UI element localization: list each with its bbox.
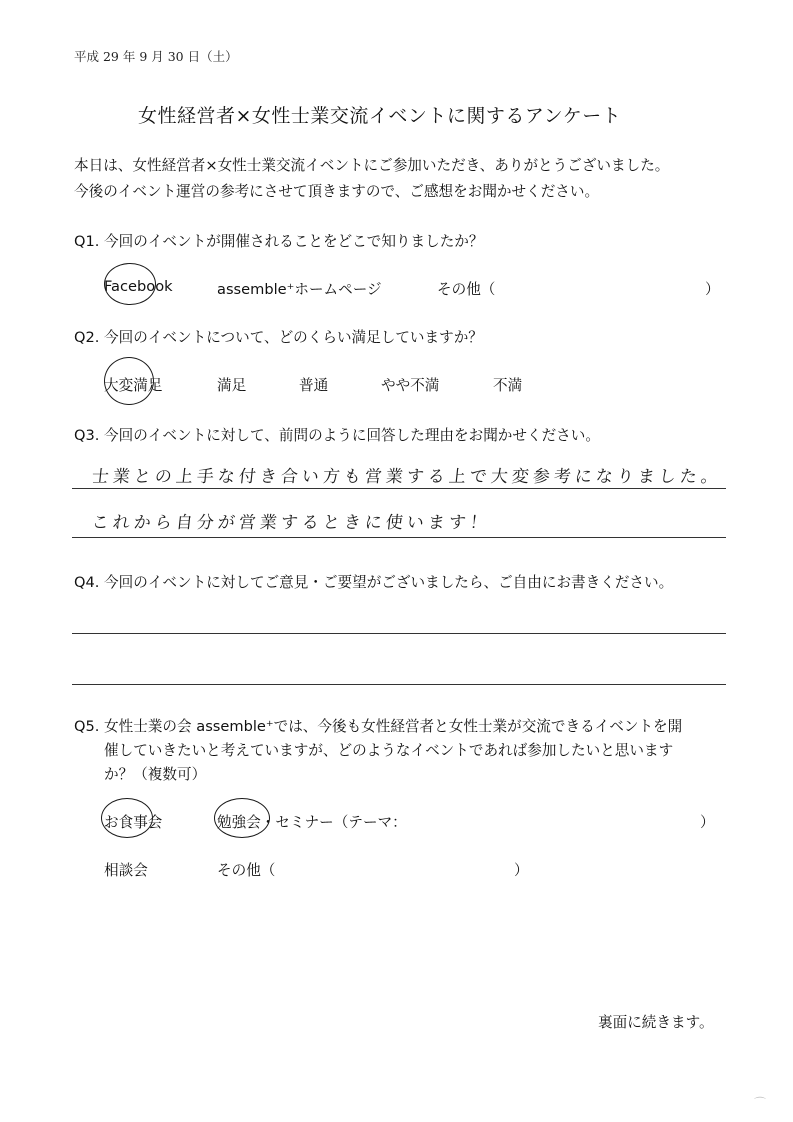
q1-option-other[interactable]: その他（ xyxy=(437,281,496,298)
survey-date: 平成 29 年 9 月 30 日（土） xyxy=(74,49,238,64)
intro-line-1: 本日は、女性経営者×女性士業交流イベントにご参加いただき、ありがとうございました。 xyxy=(74,157,670,174)
q3-question: Q3. 今回のイベントに対して、前問のように回答した理由をお聞かせください。 xyxy=(74,427,600,444)
q3-answer-rule-1 xyxy=(72,488,726,489)
q5-question-line-2: 催していきたいと考えていますが、どのようなイベントであれば参加したいと思います xyxy=(104,742,674,759)
q4-question: Q4. 今回のイベントに対してご意見・ご要望がございましたら、ご自由にお書きください。 xyxy=(74,574,674,591)
q2-option-neutral[interactable]: 普通 xyxy=(299,377,329,394)
q5-question-line-1: Q5. 女性士業の会 assemble⁺では、今後も女性経営者と女性士業が交流できるイベントを開 xyxy=(74,718,683,735)
q5-option-consultation[interactable]: 相談会 xyxy=(104,862,148,879)
continued-on-back-note: 裏面に続きます。 xyxy=(598,1014,714,1031)
q5-option-other-close: ） xyxy=(514,862,529,879)
scan-mark: ⌒ xyxy=(754,1096,767,1110)
q2-question: Q2. 今回のイベントについて、どのくらい満足していますか？ xyxy=(74,329,483,346)
intro-line-2: 今後のイベント運営の参考にさせて頂きますので、ご感想をお聞かせください。 xyxy=(74,183,600,200)
q4-answer-rule-1[interactable] xyxy=(72,633,726,634)
q1-question: Q1. 今回のイベントが開催されることをどこで知りましたか？ xyxy=(74,233,484,250)
q5-option-other[interactable]: その他（ xyxy=(217,862,276,879)
q1-option-homepage[interactable]: assemble⁺ホームページ xyxy=(217,281,382,298)
q5-option-seminar[interactable]: 勉強会・セミナー（テーマ： xyxy=(217,814,407,831)
q3-handwritten-answer-2: これから自分が営業するときに使います！ xyxy=(90,513,492,533)
q3-handwritten-answer-1: 士業との上手な付き合い方も営業する上で大変参考になりました。 xyxy=(90,467,723,487)
q1-option-facebook[interactable]: Facebook xyxy=(104,278,173,295)
q3-answer-rule-2 xyxy=(72,537,726,538)
q2-option-satisfied[interactable]: 満足 xyxy=(217,377,247,394)
q5-option-seminar-close: ） xyxy=(700,814,715,831)
q2-option-dissatisfied[interactable]: 不満 xyxy=(493,377,523,394)
q2-option-somewhat-dissatisfied[interactable]: やや不満 xyxy=(381,377,440,394)
q1-option-other-close: ） xyxy=(705,281,720,298)
q5-question-line-3: か？（複数可） xyxy=(104,766,207,783)
q4-answer-rule-2[interactable] xyxy=(72,684,726,685)
q5-option-dinner[interactable]: お食事会 xyxy=(104,814,163,831)
q2-option-very-satisfied[interactable]: 大変満足 xyxy=(104,377,163,394)
survey-title: 女性経営者×女性士業交流イベントに関するアンケート xyxy=(138,105,622,127)
